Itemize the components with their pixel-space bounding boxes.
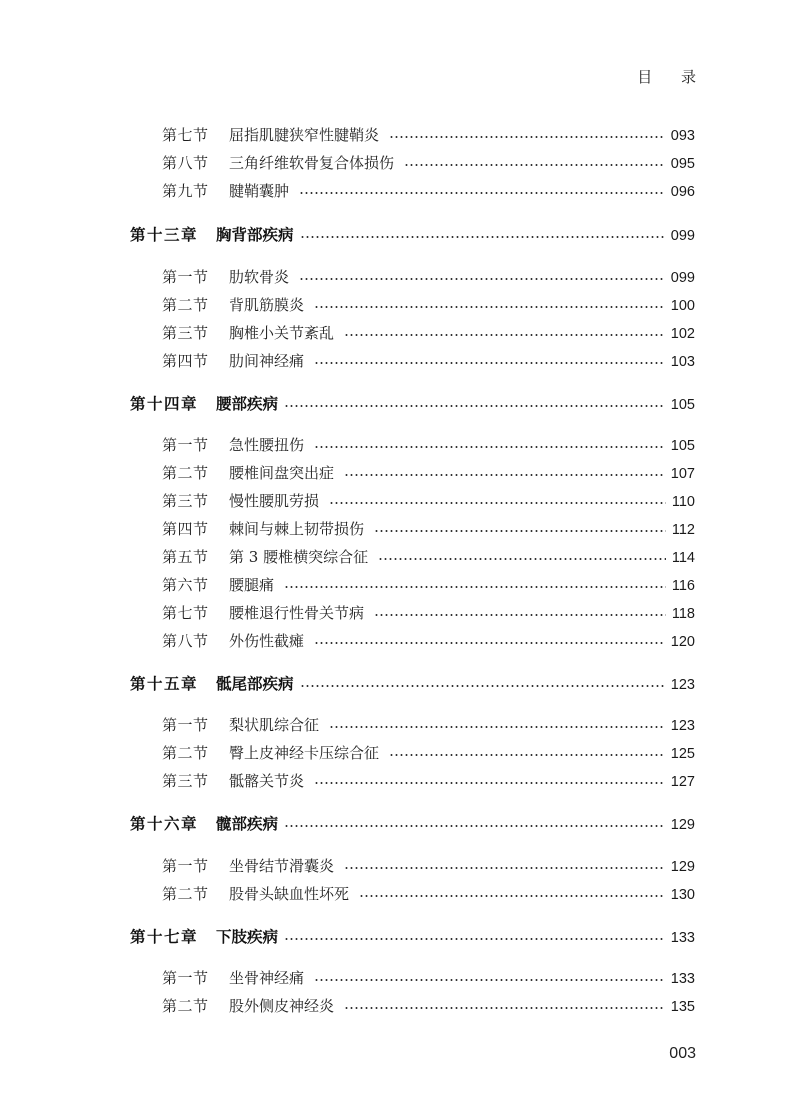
toc-entry-title: 胸背部疾病: [216, 225, 294, 244]
toc-entry-title: 腰部疾病: [216, 394, 279, 413]
toc-entry-page: 135: [670, 999, 695, 1015]
toc-entry-number: 第三节: [162, 492, 209, 510]
toc-entry-number: 第一节: [162, 969, 209, 987]
toc-entry-number: 第十七章: [130, 927, 199, 946]
dot-leader: [314, 979, 665, 981]
dot-leader: [374, 614, 666, 616]
dot-leader: [300, 236, 665, 238]
toc-entry-title: 下肢疾病: [216, 927, 279, 946]
toc-entry-title: 肋间神经痛: [229, 352, 305, 370]
toc-entry-page: 095: [670, 156, 695, 172]
dot-leader: [378, 558, 666, 560]
toc-entry-number: 第七节: [162, 126, 209, 144]
toc-entry-title: 坐骨结节滑囊炎: [229, 857, 335, 875]
toc-entry-page: 133: [670, 930, 695, 946]
toc-entry-number: 第二节: [162, 464, 209, 482]
toc-entry-number: 第三节: [162, 772, 209, 790]
toc-entry-page: 107: [670, 466, 695, 482]
toc-entry-number: 第十五章: [130, 674, 199, 693]
toc-entry-title: 外伤性截瘫: [229, 632, 305, 650]
toc-section-entry: [162, 490, 695, 512]
toc-section-entry: [162, 266, 695, 288]
toc-entry-number: 第一节: [162, 436, 209, 454]
toc-entry-page: 125: [670, 746, 695, 762]
toc-entry-page: 133: [670, 971, 695, 987]
toc-entry-number: 第二节: [162, 997, 209, 1015]
toc-entry-page: 129: [670, 817, 695, 833]
toc-entry-page: 123: [670, 677, 695, 693]
toc-entry-title: 髋部疾病: [216, 814, 279, 833]
toc-section-entry: [162, 518, 695, 540]
toc-entry-title: 臀上皮神经卡压综合征: [229, 744, 380, 762]
toc-entry-title: 棘间与棘上韧带损伤: [229, 520, 365, 538]
toc-section-entry: [162, 602, 695, 624]
toc-chapter-entry: [130, 673, 695, 695]
toc-section-entry: [162, 152, 695, 174]
toc-section-entry: [162, 630, 695, 652]
toc-entry-page: 118: [671, 606, 695, 622]
toc-section-entry: [162, 434, 695, 456]
toc-entry-number: 第二节: [162, 885, 209, 903]
toc-entry-number: 第二节: [162, 296, 209, 314]
toc-entry-page: 096: [670, 184, 695, 200]
dot-leader: [374, 530, 666, 532]
toc-entry-page: 099: [670, 270, 695, 286]
dot-leader: [344, 474, 665, 476]
dot-leader: [314, 446, 665, 448]
toc-entry-page: 110: [671, 494, 695, 510]
dot-leader: [389, 136, 665, 138]
toc-entry-title: 腰椎间盘突出症: [229, 464, 335, 482]
toc-entry-number: 第四节: [162, 520, 209, 538]
toc-entry-page: 114: [671, 550, 695, 566]
toc-chapter-entry: [130, 813, 695, 835]
dot-leader: [314, 306, 665, 308]
toc-entry-title: 三角纤维软骨复合体损伤: [229, 154, 395, 172]
toc-section-entry: [162, 883, 695, 905]
toc-entry-title: 梨状肌综合征: [229, 716, 320, 734]
dot-leader: [389, 754, 665, 756]
dot-leader: [299, 278, 665, 280]
toc-entry-title: 屈指肌腱狭窄性腱鞘炎: [229, 126, 380, 144]
toc-entry-number: 第三节: [162, 324, 209, 342]
toc-entry-page: 130: [670, 887, 695, 903]
toc-entry-number: 第十四章: [130, 394, 199, 413]
dot-leader: [344, 334, 665, 336]
dot-leader: [344, 1007, 665, 1009]
dot-leader: [314, 642, 665, 644]
toc-entry-number: 第一节: [162, 857, 209, 875]
toc-section-entry: [162, 546, 695, 568]
toc-chapter-entry: [130, 393, 695, 415]
toc-entry-page: 105: [670, 397, 695, 413]
toc-entry-number: 第十三章: [130, 225, 199, 244]
toc-entry-page: 103: [670, 354, 695, 370]
toc-section-entry: [162, 855, 695, 877]
toc-entry-page: 116: [671, 578, 695, 594]
toc-entry-title: 肋软骨炎: [229, 268, 290, 286]
dot-leader: [404, 164, 665, 166]
toc-entry-page: 093: [670, 128, 695, 144]
toc-entry-title: 慢性腰肌劳损: [229, 492, 320, 510]
toc-entry-number: 第一节: [162, 716, 209, 734]
toc-entry-title: 股外侧皮神经炎: [229, 997, 335, 1015]
toc-section-entry: [162, 124, 695, 146]
toc-section-entry: [162, 350, 695, 372]
toc-section-entry: [162, 322, 695, 344]
toc-entry-number: 第八节: [162, 632, 209, 650]
toc-entry-number: 第四节: [162, 352, 209, 370]
dot-leader: [300, 685, 665, 687]
toc-section-entry: [162, 742, 695, 764]
toc-entry-number: 第九节: [162, 182, 209, 200]
toc-chapter-entry: [130, 926, 695, 948]
toc-entry-title: 急性腰扭伤: [229, 436, 305, 454]
toc-entry-page: 120: [670, 634, 695, 650]
dot-leader: [299, 192, 665, 194]
toc-entry-page: 127: [670, 774, 695, 790]
toc-section-entry: [162, 770, 695, 792]
toc-section-entry: [162, 574, 695, 596]
toc-entry-page: 102: [670, 326, 695, 342]
toc-entry-title: 骶尾部疾病: [216, 674, 294, 693]
dot-leader: [284, 825, 665, 827]
dot-leader: [284, 405, 665, 407]
toc-entry-number: 第八节: [162, 154, 209, 172]
dot-leader: [284, 586, 666, 588]
toc-entry-page: 100: [670, 298, 695, 314]
toc-entry-title: 第 3 腰椎横突综合征: [229, 548, 369, 566]
toc-section-entry: [162, 462, 695, 484]
dot-leader: [314, 782, 665, 784]
toc-entry-page: 129: [670, 859, 695, 875]
dot-leader: [329, 502, 666, 504]
toc-chapter-entry: [130, 224, 695, 246]
dot-leader: [359, 895, 665, 897]
toc-entry-number: 第六节: [162, 576, 209, 594]
toc-entry-number: 第七节: [162, 604, 209, 622]
toc-section-entry: [162, 180, 695, 202]
toc-section-entry: [162, 995, 695, 1017]
toc-entry-title: 股骨头缺血性坏死: [229, 885, 350, 903]
toc-entry-title: 腰腿痛: [229, 576, 275, 594]
toc-section-entry: [162, 714, 695, 736]
toc-entry-title: 骶髂关节炎: [229, 772, 305, 790]
dot-leader: [329, 726, 665, 728]
toc-entry-title: 腰椎退行性骨关节病: [229, 604, 365, 622]
toc-entry-title: 腱鞘囊肿: [229, 182, 290, 200]
toc-entry-page: 105: [670, 438, 695, 454]
running-header: 目 录: [637, 68, 708, 86]
dot-leader: [284, 938, 665, 940]
toc-entry-title: 坐骨神经痛: [229, 969, 305, 987]
toc-entry-number: 第十六章: [130, 814, 199, 833]
page-number: 003: [669, 1045, 696, 1062]
toc-entry-page: 112: [671, 522, 695, 538]
toc-entry-number: 第一节: [162, 268, 209, 286]
dot-leader: [314, 362, 665, 364]
toc-entry-number: 第二节: [162, 744, 209, 762]
toc-section-entry: [162, 967, 695, 989]
toc-entry-title: 背肌筋膜炎: [229, 296, 305, 314]
toc-entry-title: 胸椎小关节紊乱: [229, 324, 335, 342]
toc-entry-page: 123: [670, 718, 695, 734]
dot-leader: [344, 867, 665, 869]
toc-entry-number: 第五节: [162, 548, 209, 566]
toc-section-entry: [162, 294, 695, 316]
toc-entry-page: 099: [670, 228, 695, 244]
